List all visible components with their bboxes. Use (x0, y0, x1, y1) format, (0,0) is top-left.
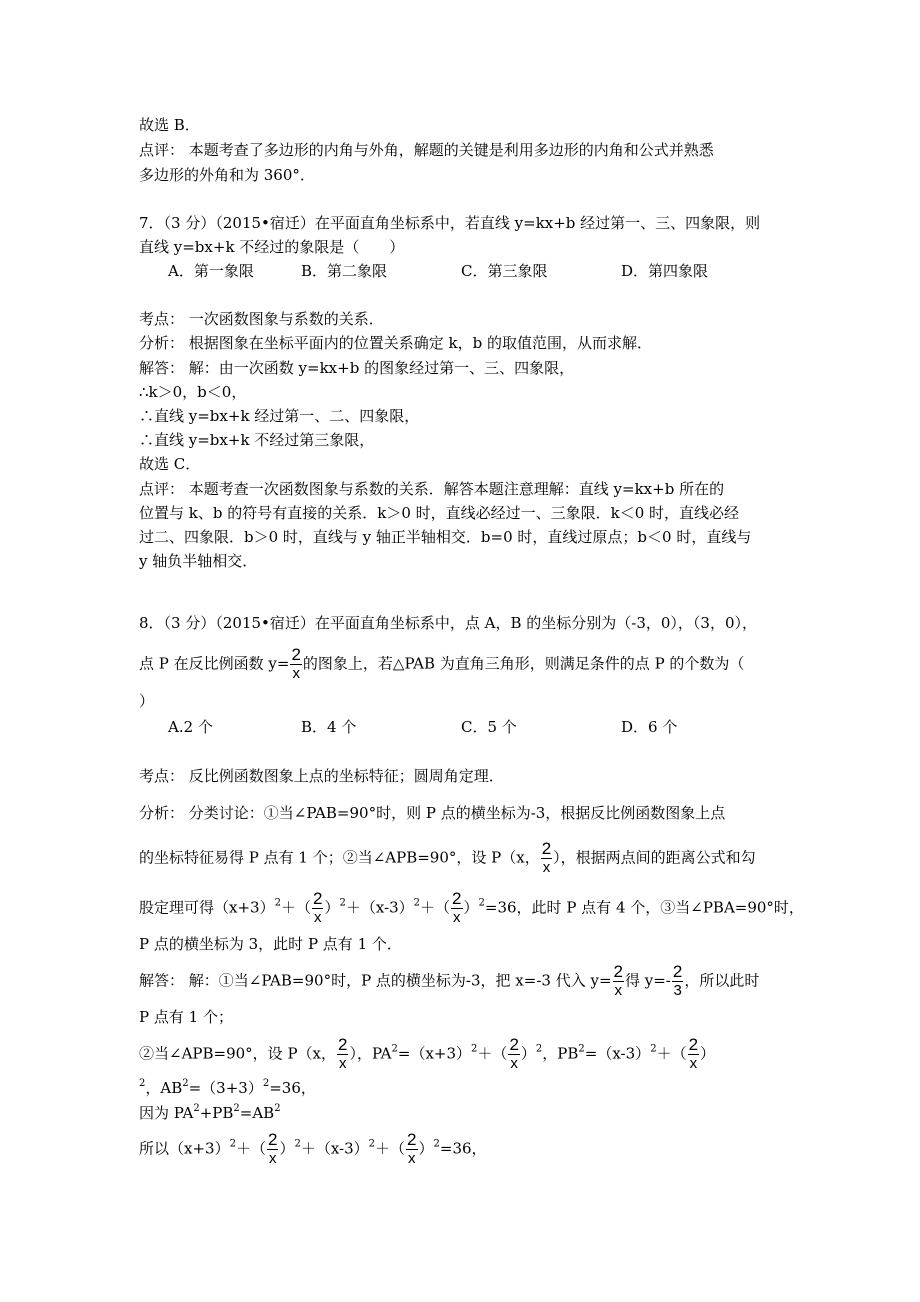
text-line: P 点的横坐标为 3，此时 P 点有 1 个． (139, 935, 402, 953)
numerator: 2 (312, 889, 323, 908)
exponent: 2 (274, 1103, 281, 1114)
text-line: 点评： 本题考查了多边形的内角与外角，解题的关键是利用多边形的内角和公式并熟悉 (139, 141, 714, 159)
text: ） (418, 1139, 434, 1158)
text: =36，此时 P 点有 4 个，③当∠PBA=90°时， (484, 898, 804, 917)
text: ） (463, 898, 479, 917)
text-line: ∴直线 y=bx+k 不经过第三象限， (139, 431, 375, 449)
text: =（x-3） (584, 1044, 651, 1063)
exponent: 2 (229, 1138, 236, 1150)
text-line: 位置与 k、b 的符号有直接的关系．k＞0 时，直线必经过一、三象限．k＜0 时，直线必经 (139, 504, 740, 522)
option-b: B．第二象限 (301, 262, 388, 280)
text: ＋（x-3） (300, 1139, 369, 1158)
denominator: x (292, 665, 300, 682)
text-line (139, 1103, 281, 1123)
text: ，所以此时 (684, 971, 760, 990)
fraction (613, 963, 624, 1000)
text: +PB (199, 1104, 234, 1122)
text: 解答： 解：①当∠PAB=90°时，P 点的横坐标为-3，把 x=-3 代入 y= (139, 971, 612, 990)
text-line: ∴k＞0，b＜0， (139, 383, 247, 401)
text: ＋（ (420, 898, 451, 917)
text: ＋（x-3） (345, 898, 414, 917)
text: =（3+3） (188, 1079, 263, 1097)
option-c: C．第三象限 (461, 262, 548, 280)
text-line: 分析： 分类讨论：①当∠PAB=90°时，则 P 点的横坐标为-3，根据反比例函数图象上点 (139, 804, 726, 822)
text: 因为 PA (139, 1104, 194, 1122)
question-8-stem: ） (139, 692, 155, 710)
fraction (312, 890, 323, 927)
denominator: x (268, 1150, 277, 1167)
numerator: 2 (688, 1035, 699, 1054)
numerator: 2 (338, 1035, 348, 1054)
exponent: 2 (391, 1043, 398, 1055)
option-a: A.2 个 (168, 718, 213, 736)
fraction (406, 1131, 417, 1168)
exponent: 2 (339, 897, 346, 909)
text-line (139, 1036, 715, 1073)
exponent: 2 (182, 1078, 189, 1089)
fraction (290, 646, 301, 683)
text: 股定理可得（x+3） (139, 898, 275, 917)
option-c: C．5 个 (461, 718, 517, 736)
text: ） (700, 1044, 716, 1063)
exponent: 2 (274, 897, 281, 909)
text: ） (324, 898, 340, 917)
numerator: 2 (267, 1130, 278, 1149)
denominator: x (453, 909, 461, 926)
text: =AB (239, 1104, 275, 1122)
numerator: 2 (291, 645, 301, 664)
numerator: 2 (541, 839, 552, 858)
text: 所以（x+3） (139, 1139, 230, 1158)
text-line: 过二、四象限．b＞0 时，直线与 y 轴正半轴相交．b=0 时，直线过原点；b＜0 时，直线与 (139, 528, 752, 546)
exponent: 2 (413, 897, 421, 909)
fraction (267, 1131, 278, 1168)
fraction (337, 1036, 348, 1073)
option-d: D．6 个 (621, 718, 678, 736)
text-line (139, 890, 804, 927)
question-7-stem: 7．（3 分）（2015•宿迁）在平面直角坐标系中，若直线 y=kx+b 经过第一、三、四象限，则 (139, 214, 761, 232)
text: ＋（ (235, 1139, 266, 1158)
numerator: 2 (509, 1035, 519, 1054)
text: ②当∠APB=90°，设 P（x， (139, 1044, 336, 1063)
exponent: 2 (535, 1043, 543, 1055)
text-line (139, 1131, 487, 1168)
text-line: 多边形的外角和为 360°． (139, 166, 315, 184)
text-line: ∴直线 y=bx+k 经过第一、二、四象限， (139, 407, 420, 425)
question-8-stem: 8．（3 分）（2015•宿迁）在平面直角坐标系中，点 A，B 的坐标分别为（-3，0），（3，0）， (139, 614, 758, 632)
text: ，AB (145, 1079, 183, 1097)
denominator: x (338, 1055, 347, 1072)
exponent: 2 (294, 1138, 301, 1150)
text-line (139, 840, 756, 877)
text: ），根据两点间的距离公式和勾 (553, 848, 756, 867)
text: =36， (269, 1079, 316, 1097)
numerator: 2 (672, 962, 683, 981)
text: 点 P 在反比例函数 y= (139, 654, 290, 673)
numerator: 2 (613, 962, 623, 981)
denominator: x (510, 1055, 518, 1072)
text: 得 y=- (625, 971, 671, 990)
text: ＋（ (477, 1044, 508, 1063)
exponent: 2 (433, 1138, 440, 1150)
text-line: 考点： 反比例函数图象上点的坐标特征；圆周角定理． (139, 767, 504, 785)
text-line: 点评： 本题考查一次函数图象与系数的关系．解答本题注意理解：直线 y=kx+b 所在的 (139, 480, 725, 498)
question-8-stem (139, 646, 744, 683)
denominator: x (614, 982, 623, 999)
text-line: 分析： 根据图象在坐标平面内的位置关系确定 k，b 的取值范围，从而求解． (139, 334, 652, 352)
numerator: 2 (407, 1130, 417, 1149)
text: ） (279, 1139, 295, 1158)
denominator: x (689, 1055, 698, 1072)
fraction (541, 840, 552, 877)
text: 的图象上，若△PAB 为直角三角形，则满足条件的点 P 的个数为（ (302, 654, 745, 673)
fraction (451, 890, 462, 927)
exponent: 2 (650, 1043, 657, 1055)
text-line (139, 963, 759, 1000)
exponent: 2 (233, 1103, 240, 1114)
denominator: x (542, 859, 551, 876)
text: ＋（ (375, 1139, 406, 1158)
text: ），PA (349, 1044, 392, 1063)
text: ＋（ (280, 898, 311, 917)
exponent: 2 (478, 897, 485, 909)
option-b: B．4 个 (301, 718, 357, 736)
text-line (139, 1078, 316, 1098)
denominator: 3 (673, 982, 682, 999)
exponent: 2 (139, 1078, 146, 1089)
text-line: 故选 C． (139, 455, 201, 473)
text: ＋（ (656, 1044, 687, 1063)
fraction (508, 1036, 519, 1073)
denominator: x (313, 909, 322, 926)
numerator: 2 (452, 889, 462, 908)
option-a: A．第一象限 (168, 262, 254, 280)
exponent: 2 (471, 1043, 478, 1055)
exponent: 2 (368, 1138, 376, 1150)
denominator: x (408, 1150, 416, 1167)
fraction (672, 963, 683, 1000)
option-d: D．第四象限 (621, 262, 709, 280)
text-line: 解答： 解：由一次函数 y=kx+b 的图象经过第一、三、四象限， (139, 359, 575, 377)
question-8-options (168, 717, 677, 737)
question-7-stem: 直线 y=bx+k 不经过的象限是（ ） (139, 238, 405, 256)
fraction (688, 1036, 699, 1073)
exponent: 2 (262, 1078, 270, 1089)
exponent: 2 (193, 1103, 200, 1114)
text: ，PB (542, 1044, 579, 1063)
question-7-options (168, 261, 708, 281)
exponent: 2 (578, 1043, 585, 1055)
text: 的坐标特征易得 P 点有 1 个；②当∠APB=90°，设 P（x， (139, 848, 540, 867)
text: =（x+3） (397, 1044, 472, 1063)
text-line: y 轴负半轴相交． (139, 552, 258, 570)
text: =36， (439, 1139, 487, 1158)
text-line: 考点： 一次函数图象与系数的关系． (139, 310, 384, 328)
text-line: P 点有 1 个； (139, 1008, 233, 1026)
text: ） (520, 1044, 536, 1063)
text-line: 故选 B． (139, 116, 200, 134)
